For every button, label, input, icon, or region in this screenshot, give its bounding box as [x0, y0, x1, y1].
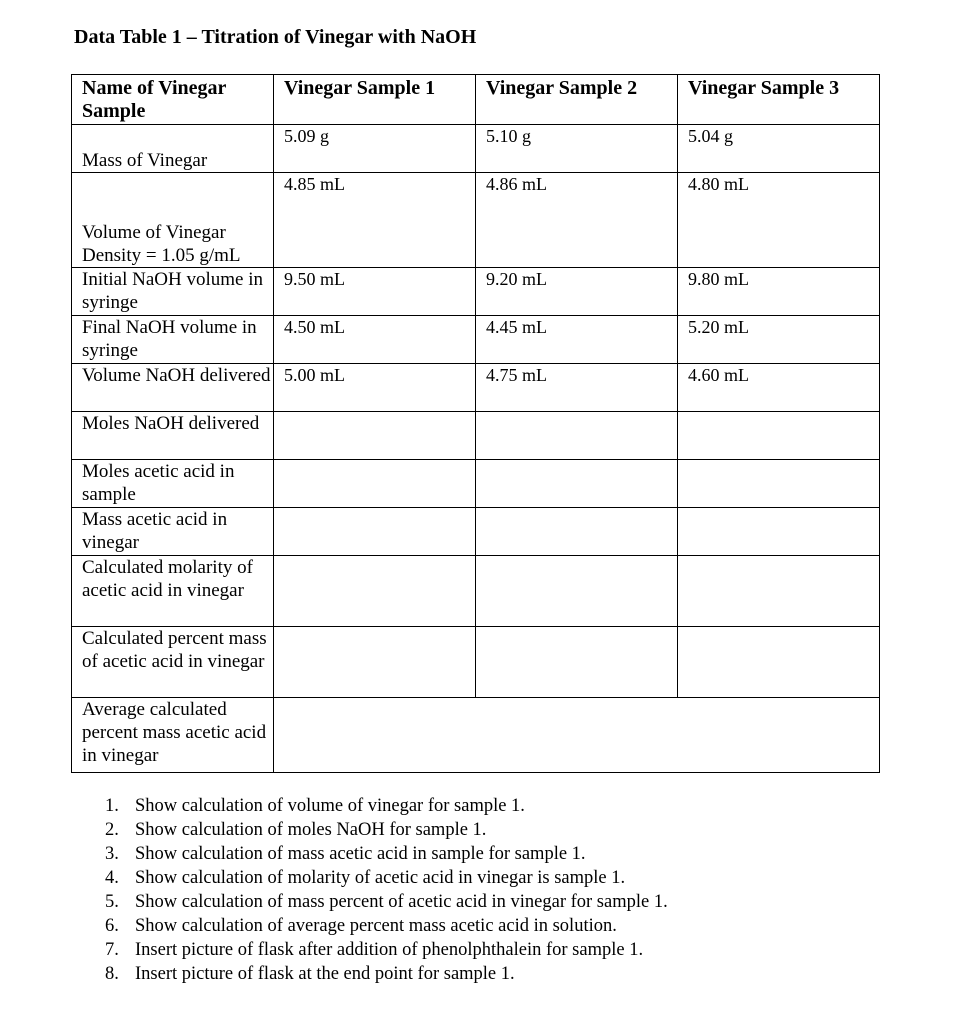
table-cell: 5.09 g [274, 125, 476, 173]
row-label: Average calculated percent mass acetic acid in vinegar [72, 698, 274, 773]
table-cell [274, 698, 880, 773]
row-label: Moles NaOH delivered [72, 412, 274, 460]
table-row [72, 627, 880, 698]
table-row [72, 268, 880, 316]
table-row [72, 698, 880, 773]
list-number: 3. [105, 844, 119, 864]
header-cell: Vinegar Sample 1 [274, 75, 476, 125]
table-cell [678, 460, 880, 508]
table-cell: 9.20 mL [476, 268, 678, 316]
table-cell: 4.45 mL [476, 316, 678, 364]
table-row [72, 316, 880, 364]
header-cell: Name of Vinegar Sample [72, 75, 274, 125]
table-cell [274, 627, 476, 698]
row-label: Mass of Vinegar [72, 125, 274, 173]
list-item [105, 890, 668, 914]
table-row [72, 508, 880, 556]
row-label: Mass acetic acid in vinegar [72, 508, 274, 556]
table-cell: 4.86 mL [476, 173, 678, 268]
list-text: Show calculation of moles NaOH for sample 1. [135, 820, 487, 840]
list-number: 1. [105, 796, 119, 816]
table-cell [678, 508, 880, 556]
header-cell: Vinegar Sample 2 [476, 75, 678, 125]
table-cell [678, 627, 880, 698]
row-label: Final NaOH volume in syringe [72, 316, 274, 364]
table-cell [274, 556, 476, 627]
table-cell: 5.00 mL [274, 364, 476, 412]
table-row [72, 125, 880, 173]
table-cell: 5.04 g [678, 125, 880, 173]
list-text: Show calculation of volume of vinegar for sample 1. [135, 796, 525, 816]
list-number: 8. [105, 964, 119, 984]
table-cell [476, 627, 678, 698]
table-cell: 5.20 mL [678, 316, 880, 364]
list-item [105, 818, 668, 842]
data-table [71, 74, 880, 773]
row-label: Moles acetic acid in sample [72, 460, 274, 508]
row-label: Volume NaOH delivered [72, 364, 274, 412]
row-label: Initial NaOH volume in syringe [72, 268, 274, 316]
table-row [72, 460, 880, 508]
table-cell [476, 412, 678, 460]
list-text: Insert picture of flask at the end point for sample 1. [135, 964, 515, 984]
table-cell: 5.10 g [476, 125, 678, 173]
list-text: Show calculation of molarity of acetic acid in vinegar is sample 1. [135, 868, 626, 888]
list-number: 7. [105, 940, 119, 960]
table-cell: 4.50 mL [274, 316, 476, 364]
list-item [105, 962, 668, 986]
table-row [72, 556, 880, 627]
table-cell: 9.80 mL [678, 268, 880, 316]
table-cell [476, 508, 678, 556]
table-row [72, 412, 880, 460]
list-number: 4. [105, 868, 119, 888]
list-text: Show calculation of average percent mass acetic acid in solution. [135, 916, 617, 936]
table-cell: 4.75 mL [476, 364, 678, 412]
table-cell [678, 556, 880, 627]
table-row [72, 364, 880, 412]
list-text: Show calculation of mass acetic acid in sample for sample 1. [135, 844, 586, 864]
row-label: Calculated percent mass of acetic acid in vinegar [72, 627, 274, 698]
table-cell [678, 412, 880, 460]
table-cell: 4.80 mL [678, 173, 880, 268]
list-text: Insert picture of flask after addition of phenolphthalein for sample 1. [135, 940, 644, 960]
row-label: Volume of Vinegar Density = 1.05 g/mL [72, 173, 274, 268]
list-number: 2. [105, 820, 119, 840]
table-cell: 4.85 mL [274, 173, 476, 268]
table-cell: 4.60 mL [678, 364, 880, 412]
table-cell [476, 556, 678, 627]
list-number: 6. [105, 916, 119, 936]
question-list [105, 794, 668, 986]
table-cell [274, 508, 476, 556]
list-number: 5. [105, 892, 119, 912]
list-item [105, 842, 668, 866]
list-item [105, 794, 668, 818]
page-title: Data Table 1 – Titration of Vinegar with NaOH [74, 26, 477, 48]
list-item [105, 866, 668, 890]
table-cell [476, 460, 678, 508]
list-text: Show calculation of mass percent of acetic acid in vinegar for sample 1. [135, 892, 668, 912]
row-label: Calculated molarity of acetic acid in vinegar [72, 556, 274, 627]
table-cell [274, 460, 476, 508]
table-cell: 9.50 mL [274, 268, 476, 316]
list-item [105, 938, 668, 962]
list-item [105, 914, 668, 938]
header-cell: Vinegar Sample 3 [678, 75, 880, 125]
table-cell [274, 412, 476, 460]
table-header-row [72, 75, 880, 125]
table-row [72, 173, 880, 268]
